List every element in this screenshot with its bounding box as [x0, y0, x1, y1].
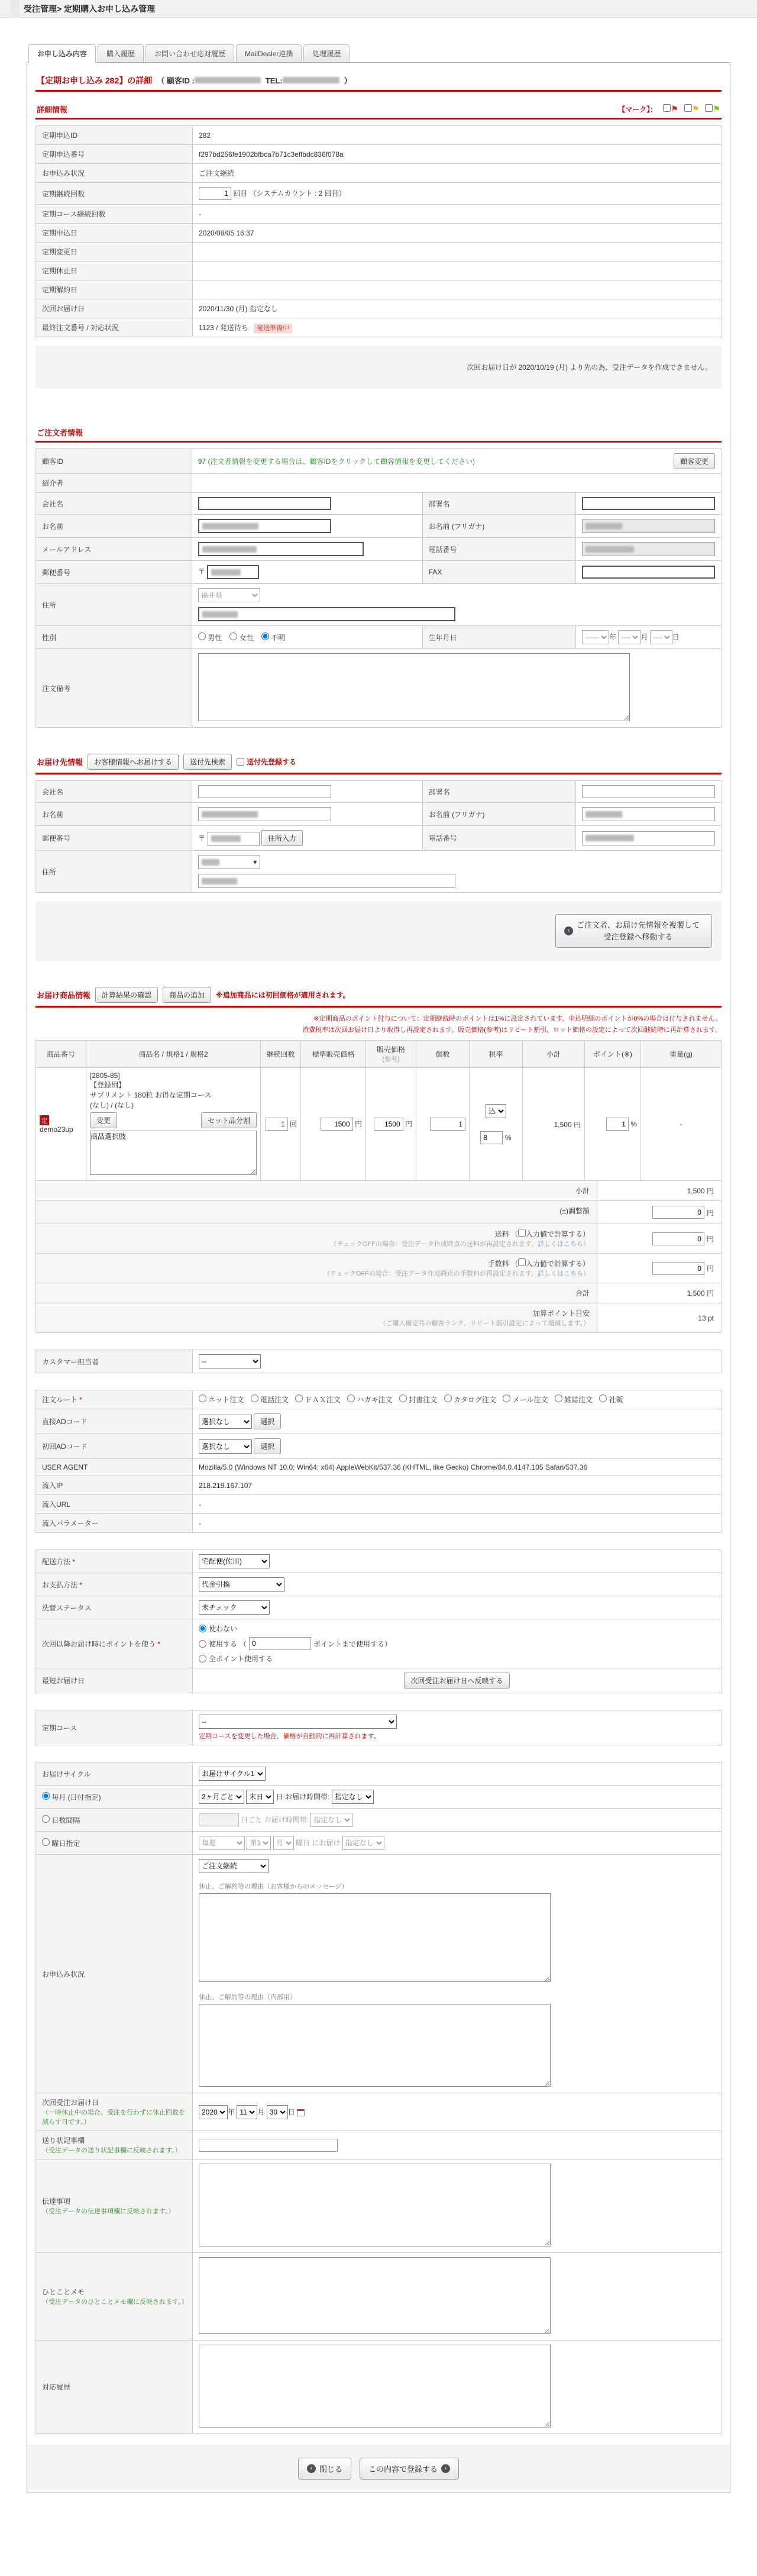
table-row: お名前 お名前 (フリガナ) [36, 803, 722, 826]
green-flag-icon: ⚑ [713, 104, 720, 114]
wash-status-select[interactable] [199, 1600, 270, 1615]
orderer-fax-input[interactable] [582, 566, 715, 579]
customer-id-redacted [195, 77, 261, 83]
product-row: 定 demo23up [2805-85] 【登録例】 サプリメント 180粒 お得な定期コース (なし) / (なし) 変更 セット品分割 商品選択肢 1 回 1500 円 1500 円 1 込 8 % 1,500 円 1 % - [36, 1068, 722, 1181]
orderer-section-head [35, 424, 722, 443]
handling-fee-row: 手数料 （ 入力値で計算する） （チェックOFFの場合：受注データ作成時点の手数料が再設定されます。詳しくはこちら） 0 円 [35, 1254, 722, 1283]
handling-fee-input[interactable] [652, 1262, 704, 1275]
shipping-section-head: お届け先情報 お客様情報へお届けする 送付先検索 送付先登録する [35, 751, 722, 774]
fee-manual-checkbox[interactable] [518, 1258, 526, 1266]
next-order-year-select[interactable] [199, 2105, 228, 2119]
order-note-textarea[interactable] [198, 653, 630, 721]
table-row: 最終注文番号 / 対応状況 1123 / 発送待ち 発送準備中 [36, 318, 722, 337]
page-title: 【定期お申し込み 282】の詳細 [37, 76, 153, 85]
mark-yellow-checkbox[interactable] [684, 104, 692, 112]
route-magazine-radio[interactable] [555, 1394, 562, 1402]
subscription-number: f297bd256fe1902bfbca7b71c3effbdc836f078a [193, 145, 722, 164]
message-textarea[interactable] [199, 2164, 551, 2246]
arrow-right-icon [441, 2464, 450, 2473]
detail-section-head [35, 101, 722, 120]
shipping-detail-link[interactable]: 詳しくはこちら [538, 1241, 583, 1248]
table-row: 住所 ▾ [36, 851, 722, 893]
table-row: USER AGENT Mozilla/5.0 (Windows NT 10.0; Win64; x64) AppleWebKit/537.36 (KHTML, like Gecko) Chrome/84.0.4147.105 Safari/537.36 [36, 1459, 722, 1476]
application-status: ご注文継続 [193, 164, 722, 183]
quantity-input[interactable] [430, 1118, 465, 1131]
route-fax-radio[interactable] [295, 1394, 303, 1402]
point-estimate-row: 加算ポイント目安 （ご購入確定時の顧客ランク、リピート割引設定によって増減します。） 13 pt [35, 1303, 722, 1333]
table-row: 伝達事項 （受注データの伝達事項欄に反映されます。） [36, 2159, 722, 2253]
orderer-table [35, 448, 722, 728]
subscription-id: 282 [193, 126, 722, 145]
footer-action-bar [27, 2445, 730, 2493]
birth-year-select[interactable] [582, 630, 609, 644]
route-letter-radio[interactable] [399, 1394, 407, 1402]
table-row: 会社名 部署名 [36, 493, 722, 515]
table-row: 最短お届け日 次回受注お届け日へ反映する [36, 1668, 722, 1693]
products-section-head [35, 984, 722, 1008]
status-badge: 発送準備中 [254, 324, 292, 333]
interval-days-input[interactable] [199, 1813, 239, 1826]
table-row: 定期申込ID 282 [36, 126, 722, 145]
table-row: 初回ADコード 選択なし 選択 [36, 1434, 722, 1459]
adjustment-input[interactable] [652, 1206, 704, 1219]
table-row: 注文備考 [36, 649, 722, 728]
add-product-button[interactable]: 商品の追加 [163, 987, 211, 1003]
orderer-pref-select[interactable] [198, 588, 260, 602]
point-none-radio[interactable] [199, 1625, 206, 1632]
direct-ad-select[interactable] [199, 1415, 252, 1429]
product-count-input[interactable] [266, 1118, 288, 1131]
orderer-zip-input[interactable] [207, 565, 259, 579]
cycle-weekday-radio[interactable] [42, 1838, 50, 1846]
products-heading: お届け商品情報 [37, 991, 91, 1000]
shipping-table [35, 780, 722, 893]
tax-rate-input[interactable] [480, 1131, 503, 1144]
rep-table [35, 1350, 722, 1373]
table-row: 定期コース継続回数 - [36, 205, 722, 224]
next-order-day-select[interactable] [267, 2105, 288, 2119]
inflow-ip-value: 218.219.167.107 [193, 1476, 722, 1495]
table-row: ひとことメモ （受注データのひとことメモ欄に反映されます。） [36, 2253, 722, 2341]
route-net-radio[interactable] [199, 1394, 206, 1402]
table-row: 定期申込日 2020/08/05 16:37 [36, 224, 722, 243]
total-value: 1,500 円 [597, 1283, 721, 1303]
point-rate-input[interactable] [606, 1118, 629, 1131]
table-row: メールアドレス 電話番号 [36, 538, 722, 561]
table-row: 住所 福井県 [36, 584, 722, 626]
table-row: 定期コース -- 定期コースを変更した場合、価格が自動的に再計算されます。 [36, 1710, 722, 1745]
subscription-badge: 定 [40, 1115, 49, 1125]
shipto-name-input[interactable] [198, 807, 331, 821]
birth-month-select[interactable] [618, 630, 640, 644]
table-row: 定期変更日 [36, 243, 722, 262]
payment-method-select[interactable] [199, 1577, 284, 1592]
first-ad-pick-button[interactable]: 選択 [254, 1438, 281, 1454]
table-row: お申込み状況 ご注文継続 休止、ご解約等の理由（お客様からのメッセージ） 休止、ご解約等の理由（内部用） [36, 1855, 722, 2093]
table-row: 郵便番号 〒 住所入力 電話番号 [36, 826, 722, 851]
table-row: 流入パラメーター - [36, 1514, 722, 1533]
detail-table [35, 125, 722, 337]
orderer-company-input[interactable] [198, 497, 331, 510]
set-split-button[interactable]: セット品分割 [201, 1112, 257, 1128]
table-row: 毎月 (日付指定) 2ヶ月ごと 末日 日 お届け時間帯: 指定なし [36, 1786, 722, 1809]
product-model: [2805-85] [90, 1071, 120, 1080]
duplicate-action-box [35, 901, 722, 961]
birth-day-select[interactable] [650, 630, 672, 644]
customer-id-prefix: （ 顧客ID : [157, 76, 195, 85]
tab-bar [27, 44, 730, 62]
shipto-phone-input[interactable] [582, 831, 715, 845]
table-row: お支払方法 * 代金引換 [36, 1573, 722, 1596]
shipto-address-input[interactable] [198, 874, 455, 888]
point-estimate-value: 13 pt [597, 1303, 721, 1332]
submit-button[interactable]: この内容で登録する › [360, 2458, 459, 2480]
route-tel-radio[interactable] [251, 1394, 258, 1402]
page-title-bar: 【定期お申し込み 282】の詳細 （ 顧客ID : TEL: ） [35, 72, 722, 92]
table-row: 日数間隔 日ごと お届け時間帯: 指定なし [36, 1809, 722, 1832]
cancel-reason-internal-textarea[interactable] [199, 2004, 551, 2087]
weekday-ordinal-select[interactable] [247, 1836, 271, 1850]
orderer-heading: ご注文者情報 [37, 428, 83, 437]
last-order-status: 1123 / 発送待ち [199, 324, 248, 332]
top-bar [0, 0, 757, 18]
table-row: 配送方法 * 宅配便(佐川) [36, 1550, 722, 1573]
orderer-email-input[interactable] [198, 542, 364, 556]
route-mail-radio[interactable] [503, 1394, 510, 1402]
next-delivery-date: 2020/11/30 (月) 指定なし [193, 299, 722, 318]
tax-mode-select[interactable] [486, 1104, 506, 1118]
decoration-stripes [11, 0, 19, 18]
table-row: 流入IP 218.219.167.107 [36, 1476, 722, 1495]
adjustment-row: (±)調整額 0 円 [35, 1201, 722, 1224]
table-row: 会社名 部署名 [36, 781, 722, 803]
fee-detail-link[interactable]: 詳しくはこちら [538, 1270, 583, 1278]
monthly-interval-select[interactable] [199, 1790, 244, 1804]
tab-maildealer[interactable]: MailDealer連携 [236, 44, 302, 62]
mark-green-checkbox[interactable] [705, 104, 713, 112]
table-row: 定期解約日 [36, 280, 722, 299]
table-row: 送り状記事欄 （受注データの送り状記事欄に反映されます。） [36, 2131, 722, 2159]
duplicate-to-order-button[interactable]: ‹ ご注文者、お届け先情報を複製して 受注登録へ移動する [555, 914, 712, 948]
orderer-kana-input[interactable] [582, 519, 715, 533]
weekday-time-select[interactable] [342, 1836, 384, 1850]
main-panel [27, 62, 730, 2493]
table-row: 直接ADコード 選択なし 選択 [36, 1409, 722, 1434]
point-all-radio[interactable] [199, 1655, 206, 1663]
mark-red-checkbox[interactable] [663, 104, 671, 112]
shipto-department-input[interactable] [582, 785, 715, 798]
orderer-department-input[interactable] [582, 497, 715, 510]
route-table [35, 1390, 722, 1533]
route-postcard-radio[interactable] [347, 1394, 355, 1402]
detail-heading: 詳細情報 [37, 105, 68, 114]
subtotal-row: 小計 1,500 円 [35, 1181, 722, 1201]
table-row: 洗替ステータス 未チェック [36, 1596, 722, 1619]
product-point-notes: ※定期商品のポイント付与について：定期継続時のポイントは1%に設定されています。申込明細のポイントが0%の場合は付与されません。 消費税率は次回お届け日より取得し再設定されます。販売価格(参考)はリピート割引、ロット価格の設定によって次回継続時に再計算されます。 [302, 1015, 722, 1034]
route-catalog-radio[interactable] [444, 1394, 452, 1402]
calendar-icon[interactable] [297, 2109, 305, 2116]
table-row: 次回お届け日 2020/11/30 (月) 指定なし [36, 299, 722, 318]
customer-rep-select[interactable] [199, 1354, 261, 1368]
table-row: 定期継続回数 1 回目 （システムカウント : 2 回目） [36, 183, 722, 205]
product-header-row: 商品番号 商品名 / 規格1 / 規格2 継続回数 標準販売価格 販売価格 (参考) 個数 税率 小計 ポイント(※) 重量(g) [36, 1041, 722, 1068]
copy-customer-info-button[interactable]: お客様情報へお届けする [88, 754, 179, 770]
point-limit-input[interactable] [249, 1637, 311, 1650]
table-row: 対応履歴 [36, 2341, 722, 2434]
table-row: お名前 お名前 (フリガナ) [36, 515, 722, 538]
weekday-day-select[interactable] [273, 1836, 294, 1850]
table-row: 注文ルート * ネット注文 電話注文 ＦＡＸ注文 ハガキ注文 封書注文 カタログ注文 メール注文 雑誌注文 社販 [36, 1390, 722, 1409]
orderer-name-input[interactable] [198, 519, 331, 533]
tel-redacted [283, 77, 339, 83]
gender-unknown-radio[interactable] [261, 632, 269, 640]
continue-count-input[interactable] [199, 187, 231, 200]
shipto-zip-input[interactable] [208, 832, 260, 846]
mark-controls: 【マーク】： ⚑ ⚑ ⚑ [618, 104, 720, 114]
course-table [35, 1710, 722, 1745]
subtotal-value: 1,500 円 [597, 1181, 721, 1200]
delivery-table [35, 1550, 722, 1693]
tel-label: TEL: [265, 76, 283, 85]
table-row: 曜日指定 毎週 第1 月 曜日 にお届け 指定なし [36, 1832, 722, 1855]
yellow-flag-icon: ⚑ [691, 104, 700, 114]
orderer-phone-input[interactable] [582, 542, 715, 556]
red-flag-icon: ⚑ [671, 104, 678, 114]
cycle-select[interactable] [199, 1767, 266, 1781]
order-creation-notice: 次回お届け日が 2020/10/19 (月) より先の為、受注データを作成できません。 [35, 346, 722, 389]
course-note: 定期コースを変更した場合、価格が自動的に再計算されます。 [199, 1733, 380, 1741]
product-table [35, 1040, 722, 1181]
next-order-month-select[interactable] [237, 2105, 257, 2119]
application-status-select[interactable] [199, 1859, 268, 1873]
gender-female-radio[interactable] [229, 632, 237, 640]
bottom-spacer [0, 2493, 757, 2576]
table-row: 次回受注お届け日 （一時休止中の場合、受注を行わずに休止回数を減らす日です。） 2020年 11 月 30 日 [36, 2093, 722, 2131]
arrow-left-icon [564, 927, 573, 935]
table-row: お届けサイクル お届けサイクル1 [36, 1762, 722, 1786]
table-row: 次回以降お届け時にポイントを使う * 使わない 使用する （ 0 ポイントまで使用する） 全ポイント使用する [36, 1619, 722, 1668]
monthly-time-select[interactable] [332, 1790, 374, 1804]
add-product-note: ※追加商品には初回価格が適用されます。 [216, 991, 350, 999]
shipto-search-button[interactable]: 送付先検索 [183, 754, 232, 770]
close-button[interactable]: ‹ 閉じる [298, 2458, 351, 2480]
product-change-button[interactable]: 変更 [90, 1112, 117, 1128]
reflect-next-delivery-button[interactable]: 次回受注お届け日へ反映する [404, 1673, 509, 1689]
std-price-input[interactable] [321, 1118, 353, 1131]
chevron-down-icon: ▾ [253, 858, 257, 866]
table-row: 流入URL - [36, 1495, 722, 1514]
cycle-monthly-radio[interactable] [42, 1792, 50, 1800]
user-agent-value: Mozilla/5.0 (Windows NT 10.0; Win64; x64) AppleWebKit/537.36 (KHTML, like Gecko) Chrome/84.0.4147.105 Safari/537.36 [193, 1459, 722, 1476]
address-lookup-button[interactable]: 住所入力 [261, 830, 303, 846]
orderer-address-input[interactable] [198, 607, 455, 621]
table-row: 定期休止日 [36, 262, 722, 280]
direct-ad-pick-button[interactable]: 選択 [254, 1413, 281, 1429]
product-name: サプリメント 180粒 お得な定期コース [90, 1091, 212, 1100]
delivery-method-select[interactable] [199, 1554, 270, 1568]
arrow-left-icon [307, 2464, 316, 2473]
shipping-manual-checkbox[interactable] [518, 1229, 526, 1237]
shipping-heading: お届け先情報 [37, 758, 83, 767]
total-row: 合計 1,500 円 [35, 1283, 722, 1303]
customer-id-note: 97 (注文者情報を変更する場合は、顧客IDをクリックして顧客情報を変更してください) [198, 457, 475, 466]
gender-male-radio[interactable] [198, 632, 206, 640]
cycle-table [35, 1762, 722, 2434]
table-row: お申込み状況 ご注文継続 [36, 164, 722, 183]
table-row: 郵便番号 〒 FAX [36, 561, 722, 584]
line-weight: - [641, 1068, 722, 1181]
breadcrumb: 受注管理> 定期購入お申し込み管理 [24, 4, 156, 14]
tab-purchase-history[interactable]: 購入履歴 [98, 44, 144, 62]
shipto-company-input[interactable] [198, 785, 331, 798]
tab-inquiry-history[interactable]: お問い合わせ応対履歴 [145, 44, 234, 62]
response-history-textarea[interactable] [199, 2345, 551, 2427]
ref-price-input[interactable] [374, 1118, 403, 1131]
weekday-every-select[interactable] [199, 1836, 245, 1850]
table-row: カスタマー担当者 -- [36, 1350, 722, 1373]
table-row: 顧客ID 97 (注文者情報を変更する場合は、顧客IDをクリックして顧客情報を変更してください) 顧客変更 [36, 449, 722, 474]
apply-date: 2020/08/05 16:37 [193, 224, 722, 243]
customer-change-button[interactable]: 顧客変更 [674, 453, 715, 469]
shipto-pref-select[interactable] [198, 855, 260, 869]
shipping-fee-input[interactable] [652, 1232, 704, 1245]
monthly-day-select[interactable] [246, 1790, 274, 1804]
table-row: 定期申込番号 f297bd256fe1902bfbca7b71c3effbdc836f078a [36, 145, 722, 164]
line-subtotal: 1,500 円 [523, 1068, 585, 1181]
register-shipto-checkbox[interactable] [237, 758, 244, 766]
tab-process-history[interactable]: 処理履歴 [303, 44, 350, 62]
interval-time-select[interactable] [310, 1813, 352, 1827]
course-select[interactable] [199, 1715, 397, 1729]
cycle-interval-radio[interactable] [42, 1815, 50, 1823]
product-code: demo23up [40, 1125, 73, 1134]
product-option-textarea[interactable] [90, 1131, 257, 1175]
table-row: 紹介者 [36, 474, 722, 493]
first-ad-select[interactable] [199, 1439, 252, 1454]
tab-application-content[interactable]: お申し込み内容 [28, 44, 96, 63]
table-row: 性別 男性 女性 不明 生年月日 ------ 年 ---- 月 ---- 日 [36, 626, 722, 649]
shipping-fee-row: 送料 （ 入力値で計算する） （チェックOFFの場合：受注データ作成時点の送料が再設定されます。詳しくはこちら） 0 円 [35, 1224, 722, 1254]
calc-result-button[interactable]: 計算結果の確認 [95, 987, 158, 1003]
cancel-reason-customer-textarea[interactable] [199, 1893, 551, 1982]
memo-textarea[interactable] [199, 2257, 551, 2334]
point-use-radio[interactable] [199, 1640, 206, 1648]
invoice-remarks-input[interactable] [199, 2139, 338, 2152]
route-internal-radio[interactable] [599, 1394, 607, 1402]
shipto-kana-input[interactable] [582, 807, 715, 821]
